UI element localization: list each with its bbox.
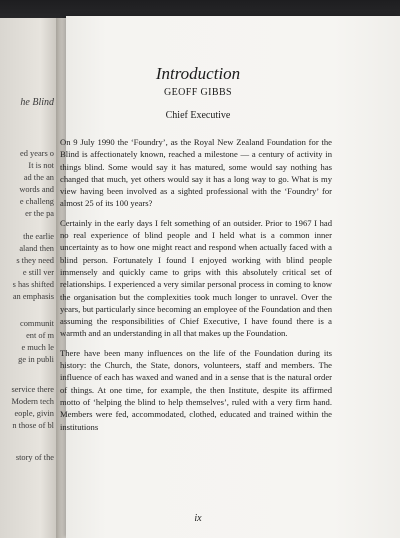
- author-role: Chief Executive: [165, 110, 231, 121]
- left-running-title: he Blind: [20, 97, 54, 108]
- left-fragment: aland then: [19, 244, 54, 253]
- left-fragment: the earlie: [23, 232, 54, 241]
- left-fragment: communit: [20, 319, 54, 328]
- left-fragment: ad the an: [23, 173, 54, 182]
- left-fragment: It is not: [28, 161, 54, 170]
- paragraph: On 9 July 1990 the ‘Foundry’, as the Royal New Zealand Foundation for the Blind is affectionately known, reached a milestone — a century of activity in things blind. Some would say it has matured, some would say nothing has changed that much, yet others would say it has a long way to go. What is my view having been involved as a sighted professional with the ‘Foundry’ for almost 25 of its 100 years?: [60, 137, 332, 209]
- author-name: GEOFF GIBBS: [163, 87, 233, 98]
- body-text: [60, 136, 332, 440]
- paragraph: Certainly in the early days I felt something of an outsider. Prior to 1967 I had no real experience of blind people and I held what is a common inner uncertainty as to how one might react and respond when actually faced with a blind person. Fortunately I found I enjoyed working with blind people immensely and quickly came to grips with this absolutely critical set of relationships. I experienced a very similar personal process in coming to know the organisation but the complexities took much longer to unravel. Over the years, but particularly since becoming an employee of the Foundation and then assuming the responsibilities of Chief Executive, I have found there is a warmth and an understanding in all that makes up the Foundation.: [60, 217, 332, 339]
- left-fragment: er the pa: [25, 209, 54, 218]
- left-fragment: words and: [19, 185, 54, 194]
- left-fragment: Modern tech: [11, 397, 54, 406]
- left-fragment: service there: [11, 385, 54, 394]
- left-fragment: s they need: [16, 256, 54, 265]
- left-fragment: an emphasis: [12, 292, 54, 301]
- left-fragment: e much le: [21, 343, 54, 352]
- left-fragment: ent of m: [26, 331, 54, 340]
- left-fragment: story of the: [15, 453, 54, 462]
- left-fragment: s has shifted: [12, 280, 54, 289]
- right-page: [60, 16, 400, 538]
- page-number: ix: [194, 513, 202, 524]
- left-fragment: e still ver: [22, 268, 54, 277]
- left-fragment: ge in publi: [18, 355, 54, 364]
- paragraph: There have been many influences on the life of the Foundation during its history: the Church, the State, donors, volunteers, staff and members. The influence of each has waxed and waned and in a sense that is the natural order of things. At one time, for example, the then Institute, despite its affirmed motto of ‘helping the blind to help themselves’, ruled with a very firm hand. Members were fed, accommodated, clothed, educated and trained within the institutions: [60, 347, 332, 432]
- left-facing-page: [0, 18, 58, 538]
- left-fragment: e challeng: [19, 197, 54, 206]
- left-fragment: eople, givin: [14, 409, 54, 418]
- left-fragment: ed years o: [20, 149, 54, 158]
- left-fragment: n those of bl: [12, 421, 54, 430]
- chapter-title: Introduction: [155, 64, 241, 83]
